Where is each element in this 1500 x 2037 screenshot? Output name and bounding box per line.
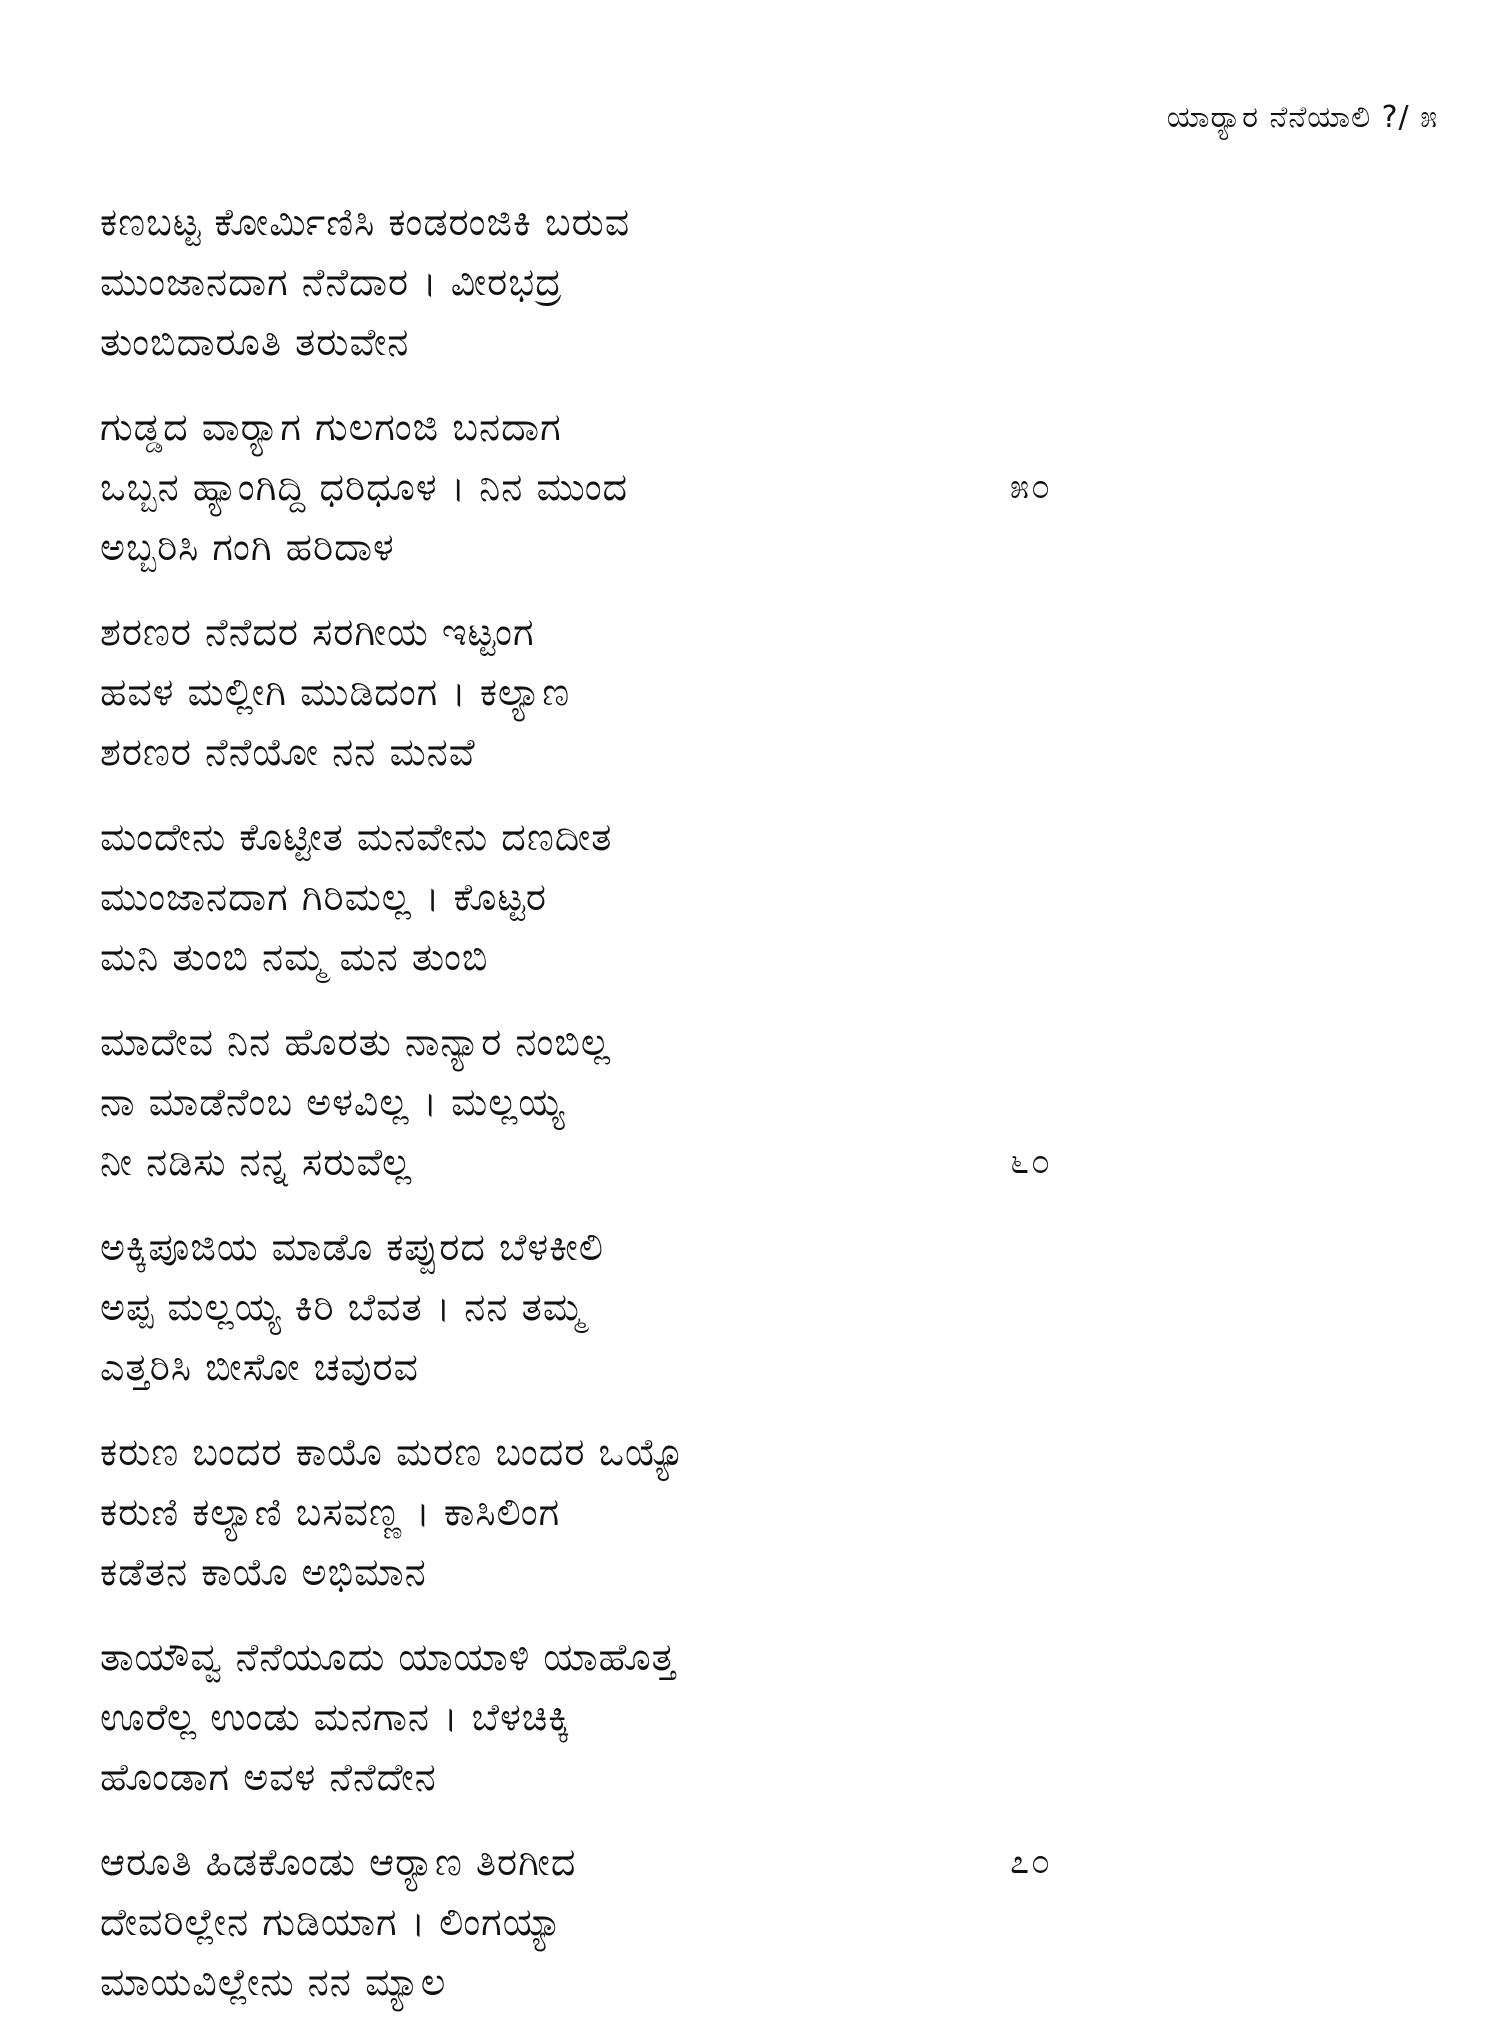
verse-line: ಒಬ್ಬನ ಹ್ಯಾಂಗಿದ್ದಿ ಧರಿಧೂಳ । ನಿನ ಮುಂದ [100,465,629,509]
verse-line: ತಾಯೌವ್ವ ನೆನೆಯೂದು ಯಾಯಾಳಿ ಯಾಹೊತ್ತ [100,1635,676,1679]
verse-line: ಕಡೆತನ ಕಾಯೊ ಅಭಿಮಾನ [100,1550,427,1594]
verse-line: ಎತ್ತರಿಸಿ ಬೀಸೋ ಚವುರವ [100,1345,419,1389]
verse-number: ೫೦ [1010,467,1053,507]
verse-line: ಮುಂಜಾನದಾಗ ಗಿರಿಮಲ್ಲ । ಕೊಟ್ಟರ [100,875,547,919]
verse-line: ನಾ ಮಾಡೆನೆಂಬ ಅಳವಿಲ್ಲ । ಮಲ್ಲಯ್ಯ [100,1080,566,1124]
verse-line: ಹೊಂಡಾಗ ಅವಳ ನೆನೆದೇನ [100,1755,437,1799]
stanza [100,1627,1100,1807]
stanza [100,192,1100,372]
verse-line: ಆರೂತಿ ಹಿಡಕೊಂಡು ಆರ್‍ಯಾಣ ತಿರಗೀದ [100,1840,577,1884]
verse-line: ಶರಣರ ನೆನೆದರ ಸರಗೀಯ ಇಟ್ಟಂಗ [100,610,535,654]
verse-line: ಮುಂಜಾನದಾಗ ನೆನೆದಾರ । ವೀರಭದ್ರ [100,260,563,304]
verse-line: ಅಕ್ಕಿಪೂಜಿಯ ಮಾಡೊ ಕಪ್ಪುರದ ಬೆಳಕೀಲಿ [100,1225,605,1269]
verse-line: ಕರುಣ ಬಂದರ ಕಾಯೊ ಮರಣ ಬಂದರ ಒಯ್ಯೊ [100,1430,687,1474]
poem-body [100,192,1100,2037]
verse-line: ಗುಡ್ಡದ ವಾರ್‍ಯಾಗ ಗುಲಗಂಜಿ ಬನದಾಗ [100,405,562,449]
verse-line: ಅಬ್ಬರಿಸಿ ಗಂಗಿ ಹರಿದಾಳ [100,525,395,569]
verse-line: ಕಣಬಟ್ಟ ಕೋರ್ಮಿಣಿಸಿ ಕಂಡರಂಜಿಕಿ ಬರುವ [100,200,631,244]
verse-line: ಮಾದೇವ ನಿನ ಹೊರತು ನಾನ್ಯಾರ ನಂಬಿಲ್ಲ [100,1020,612,1064]
verse-line: ಅಪ್ಪ ಮಲ್ಲಯ್ಯ ಕಿರಿ ಬೆವತ । ನನ ತಮ್ಮ [100,1285,586,1329]
verse-line: ಶರಣರ ನೆನೆಯೋ ನನ ಮನವೆ [100,730,476,774]
verse-line: ನೀ ನಡಿಸು ನನ್ನ ಸರುವೆಲ್ಲ [100,1140,413,1184]
verse-number: ೭೦ [1010,1842,1053,1882]
stanza [100,397,1100,577]
verse-line: ಮಂದೇನು ಕೊಟ್ಟೀತ ಮನವೇನು ದಣದೀತ [100,815,613,859]
verse-line: ಮಾಯವಿಲ್ಲೇನು ನನ ಮ್ಯಾಲ [100,1960,447,2004]
verse-line: ಕರುಣಿ ಕಲ್ಯಾಣಿ ಬಸವಣ್ಣ । ಕಾಸಿಲಿಂಗ [100,1490,561,1534]
stanza [100,807,1100,987]
verse-line: ತುಂಬಿದಾರೂತಿ ತರುವೇನ [100,320,410,364]
verse-line: ಊರೆಲ್ಲ ಉಂಡು ಮನಗಾನ । ಬೆಳಚಿಕ್ಕಿ [100,1695,571,1739]
stanza [100,602,1100,782]
verse-number: ೬೦ [1010,1142,1053,1182]
stanza [100,1217,1100,1397]
verse-line: ಮನಿ ತುಂಬಿ ನಮ್ಮ ಮನ ತುಂಬಿ [100,935,489,979]
stanza [100,1832,1100,2012]
running-header: ಯಾರ್‍ಯಾರ ನೆನೆಯಾಲಿ ?/ ೫ [1166,100,1438,135]
verse-line: ದೇವರಿಲ್ಲೇನ ಗುಡಿಯಾಗ । ಲಿಂಗಯ್ಯಾ [100,1900,564,1944]
stanza [100,1012,1100,1192]
stanza [100,1422,1100,1602]
verse-line: ಹವಳ ಮಲ್ಲೀಗಿ ಮುಡಿದಂಗ । ಕಲ್ಯಾಣ [100,670,571,714]
